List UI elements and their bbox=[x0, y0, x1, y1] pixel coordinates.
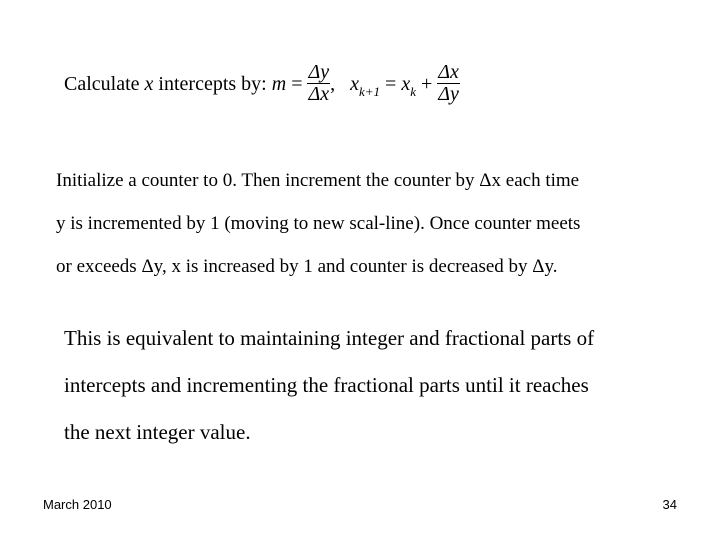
formula-xk1-subscript: k+1 bbox=[358, 84, 381, 100]
footer-date: March 2010 bbox=[43, 497, 112, 512]
paragraph2-line1: This is equivalent to maintaining integer and fractional parts of bbox=[64, 326, 595, 350]
formula-line bbox=[64, 61, 460, 107]
formula-comma: , bbox=[330, 73, 336, 96]
fraction-dx-dy bbox=[437, 62, 460, 105]
paragraph1-line3: or exceeds Δy, x is increased by 1 and counter is decreased by Δy. bbox=[56, 256, 558, 277]
paragraph1-line1: Initialize a counter to 0. Then increment the counter by Δx each time bbox=[56, 170, 580, 191]
formula-eq: = bbox=[291, 73, 303, 96]
formula-xk1-base: x bbox=[350, 73, 359, 96]
formula-plus: + bbox=[420, 73, 433, 96]
footer-page-number: 34 bbox=[662, 497, 677, 512]
fraction-dx-dy-denominator: Δy bbox=[438, 83, 459, 105]
formula-xk-subscript: k bbox=[410, 84, 416, 100]
formula-m: m bbox=[271, 73, 287, 96]
fraction-dy-dx bbox=[307, 62, 330, 105]
paragraph2-line2: intercepts and incrementing the fractional parts until it reaches bbox=[64, 373, 589, 397]
formula-eq2: = bbox=[385, 73, 397, 96]
formula-mid: intercepts by: bbox=[158, 73, 267, 96]
fraction-dy-dx-denominator: Δx bbox=[308, 83, 330, 105]
paragraph2-line3: the next integer value. bbox=[64, 420, 251, 444]
fraction-dy-dx-numerator: Δy bbox=[308, 61, 330, 83]
fraction-dx-dy-numerator: Δx bbox=[438, 61, 459, 83]
paragraph1-line2: y is incremented by 1 (moving to new scal-line). Once counter meets bbox=[56, 213, 581, 234]
formula-prefix: Calculate bbox=[64, 73, 140, 96]
formula-var-x: x bbox=[144, 73, 154, 96]
formula-xk-base: x bbox=[401, 73, 411, 96]
